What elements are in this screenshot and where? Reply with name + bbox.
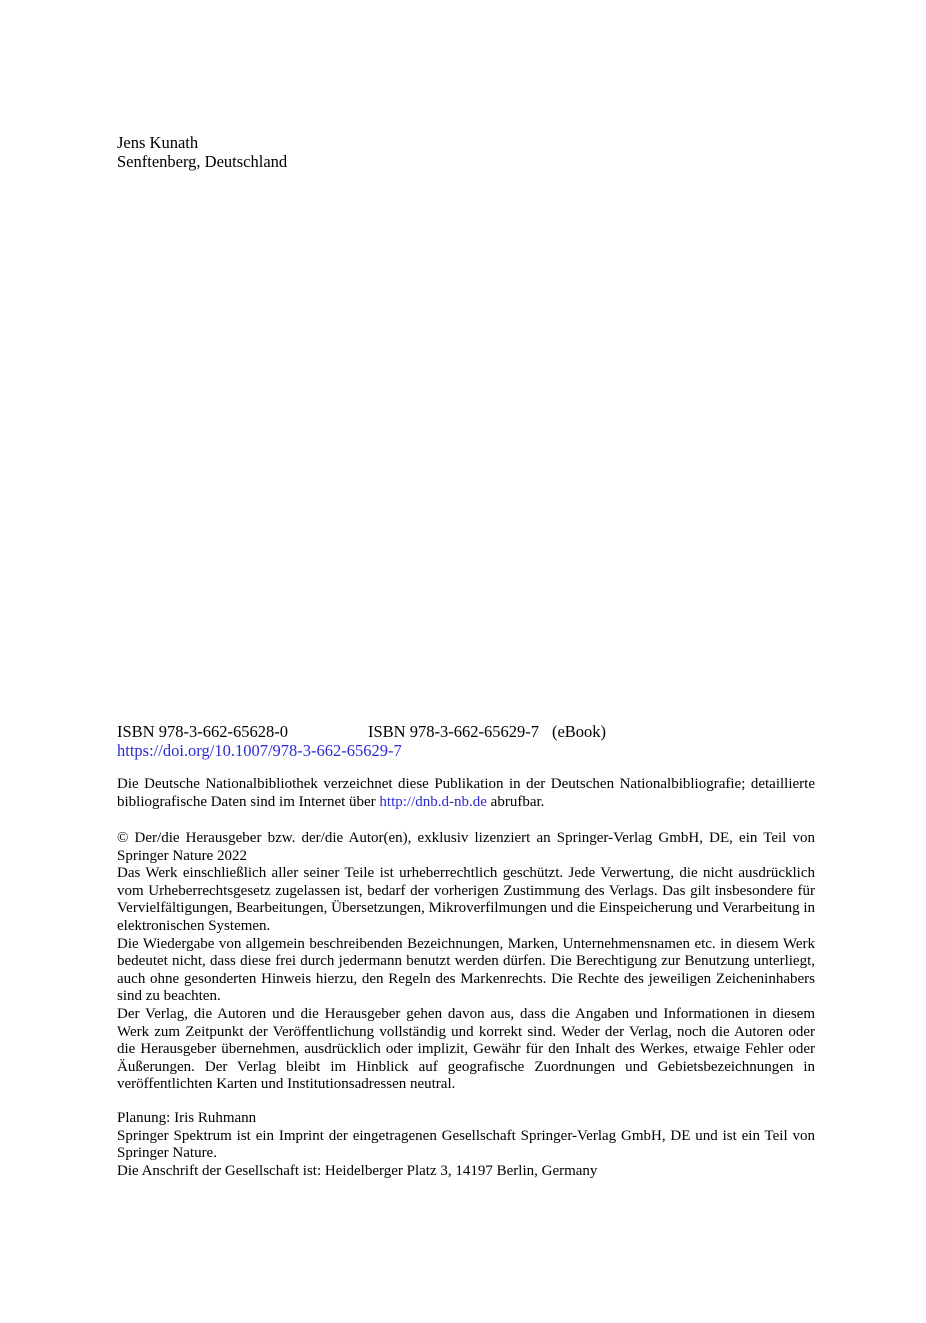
- ebook-isbn: ISBN 978-3-662-65629-7: [368, 722, 539, 741]
- author-name: Jens Kunath: [117, 133, 199, 152]
- rights-paragraph: Das Werk einschließlich aller seiner Teile ist urheberrechtlich geschützt. Jede Verwertung, die nicht ausdrücklich vom Urheberrechtsgesetz zugelassen ist, bedarf der vorherigen Zustimmung des Verlags. Das gilt insbesondere für Vervielfältigungen, Bearbeitungen, Übersetzungen, Mikroverfilmungen und die Einspeicherung und Verarbeitung in elektronischen Systemen.: [117, 865, 815, 934]
- print-isbn: ISBN 978-3-662-65628-0: [117, 722, 288, 741]
- trademark-paragraph: Die Wiedergabe von allgemein beschreibenden Bezeichnungen, Marken, Unternehmensnamen etc. in diesem Werk bedeutet nicht, dass diese frei durch jedermann benutzt werden dürfen. Die Berechtigung zur Benutzung unterliegt, auch ohne gesonderten Hinweis hierzu, den Regeln des Markenrechts. Die Rechte des jeweiligen Zeicheninhabers sind zu beachten.: [117, 935, 815, 1005]
- author-location: Senftenberg, Deutschland: [117, 152, 288, 171]
- bibliographic-note-text-after: abrufbar.: [486, 793, 545, 810]
- bibliographic-note: [117, 776, 815, 811]
- imprint-block: [117, 1110, 815, 1180]
- dnb-link[interactable]: http://dnb.d-nb.de: [379, 793, 487, 810]
- copyright-block: [117, 830, 815, 1094]
- isbn-row: [117, 722, 815, 741]
- disclaimer-paragraph: Der Verlag, die Autoren und die Herausgeber gehen davon aus, dass die Angaben und Informationen in diesem Werk zum Zeitpunkt der Veröffentlichung vollständig und korrekt sind. Weder der Verlag, noch die Autoren oder die Herausgeber übernehmen, ausdrücklich oder implizit, Gewähr für den Inhalt des Werkes, etwaige Fehler oder Äußerungen. Der Verlag bleibt im Hinblick auf geografische Zuordnungen und Gebietsbezeichnungen in veröffentlichten Karten und Institutionsadressen neutral.: [117, 1005, 815, 1093]
- address-line: Die Anschrift der Gesellschaft ist: Heidelberger Platz 3, 14197 Berlin, Germany: [117, 1162, 598, 1179]
- imprint-note: Springer Spektrum ist ein Imprint der eingetragenen Gesellschaft Springer-Verlag GmbH, DE und ist ein Teil von Springer Nature.: [117, 1127, 815, 1162]
- author-block: [117, 133, 815, 171]
- ebook-format-label: (eBook): [551, 722, 607, 741]
- bibliographic-note-text-before: Die Deutsche Nationalbibliothek verzeichnet diese Publikation in der Deutschen Nationalbibliografie; detaillierte bibliografische Daten sind im Internet über: [117, 776, 815, 810]
- copyright-line: © Der/die Herausgeber bzw. der/die Autor(en), exklusiv lizenziert an Springer-Verlag GmbH, DE, ein Teil von Springer Nature 2022: [117, 830, 815, 864]
- doi-row: [117, 741, 815, 760]
- isbn-block: [117, 722, 815, 760]
- doi-link[interactable]: https://doi.org/10.1007/978-3-662-65629-7: [117, 741, 402, 760]
- planning-line: Planung: Iris Ruhmann: [117, 1110, 257, 1126]
